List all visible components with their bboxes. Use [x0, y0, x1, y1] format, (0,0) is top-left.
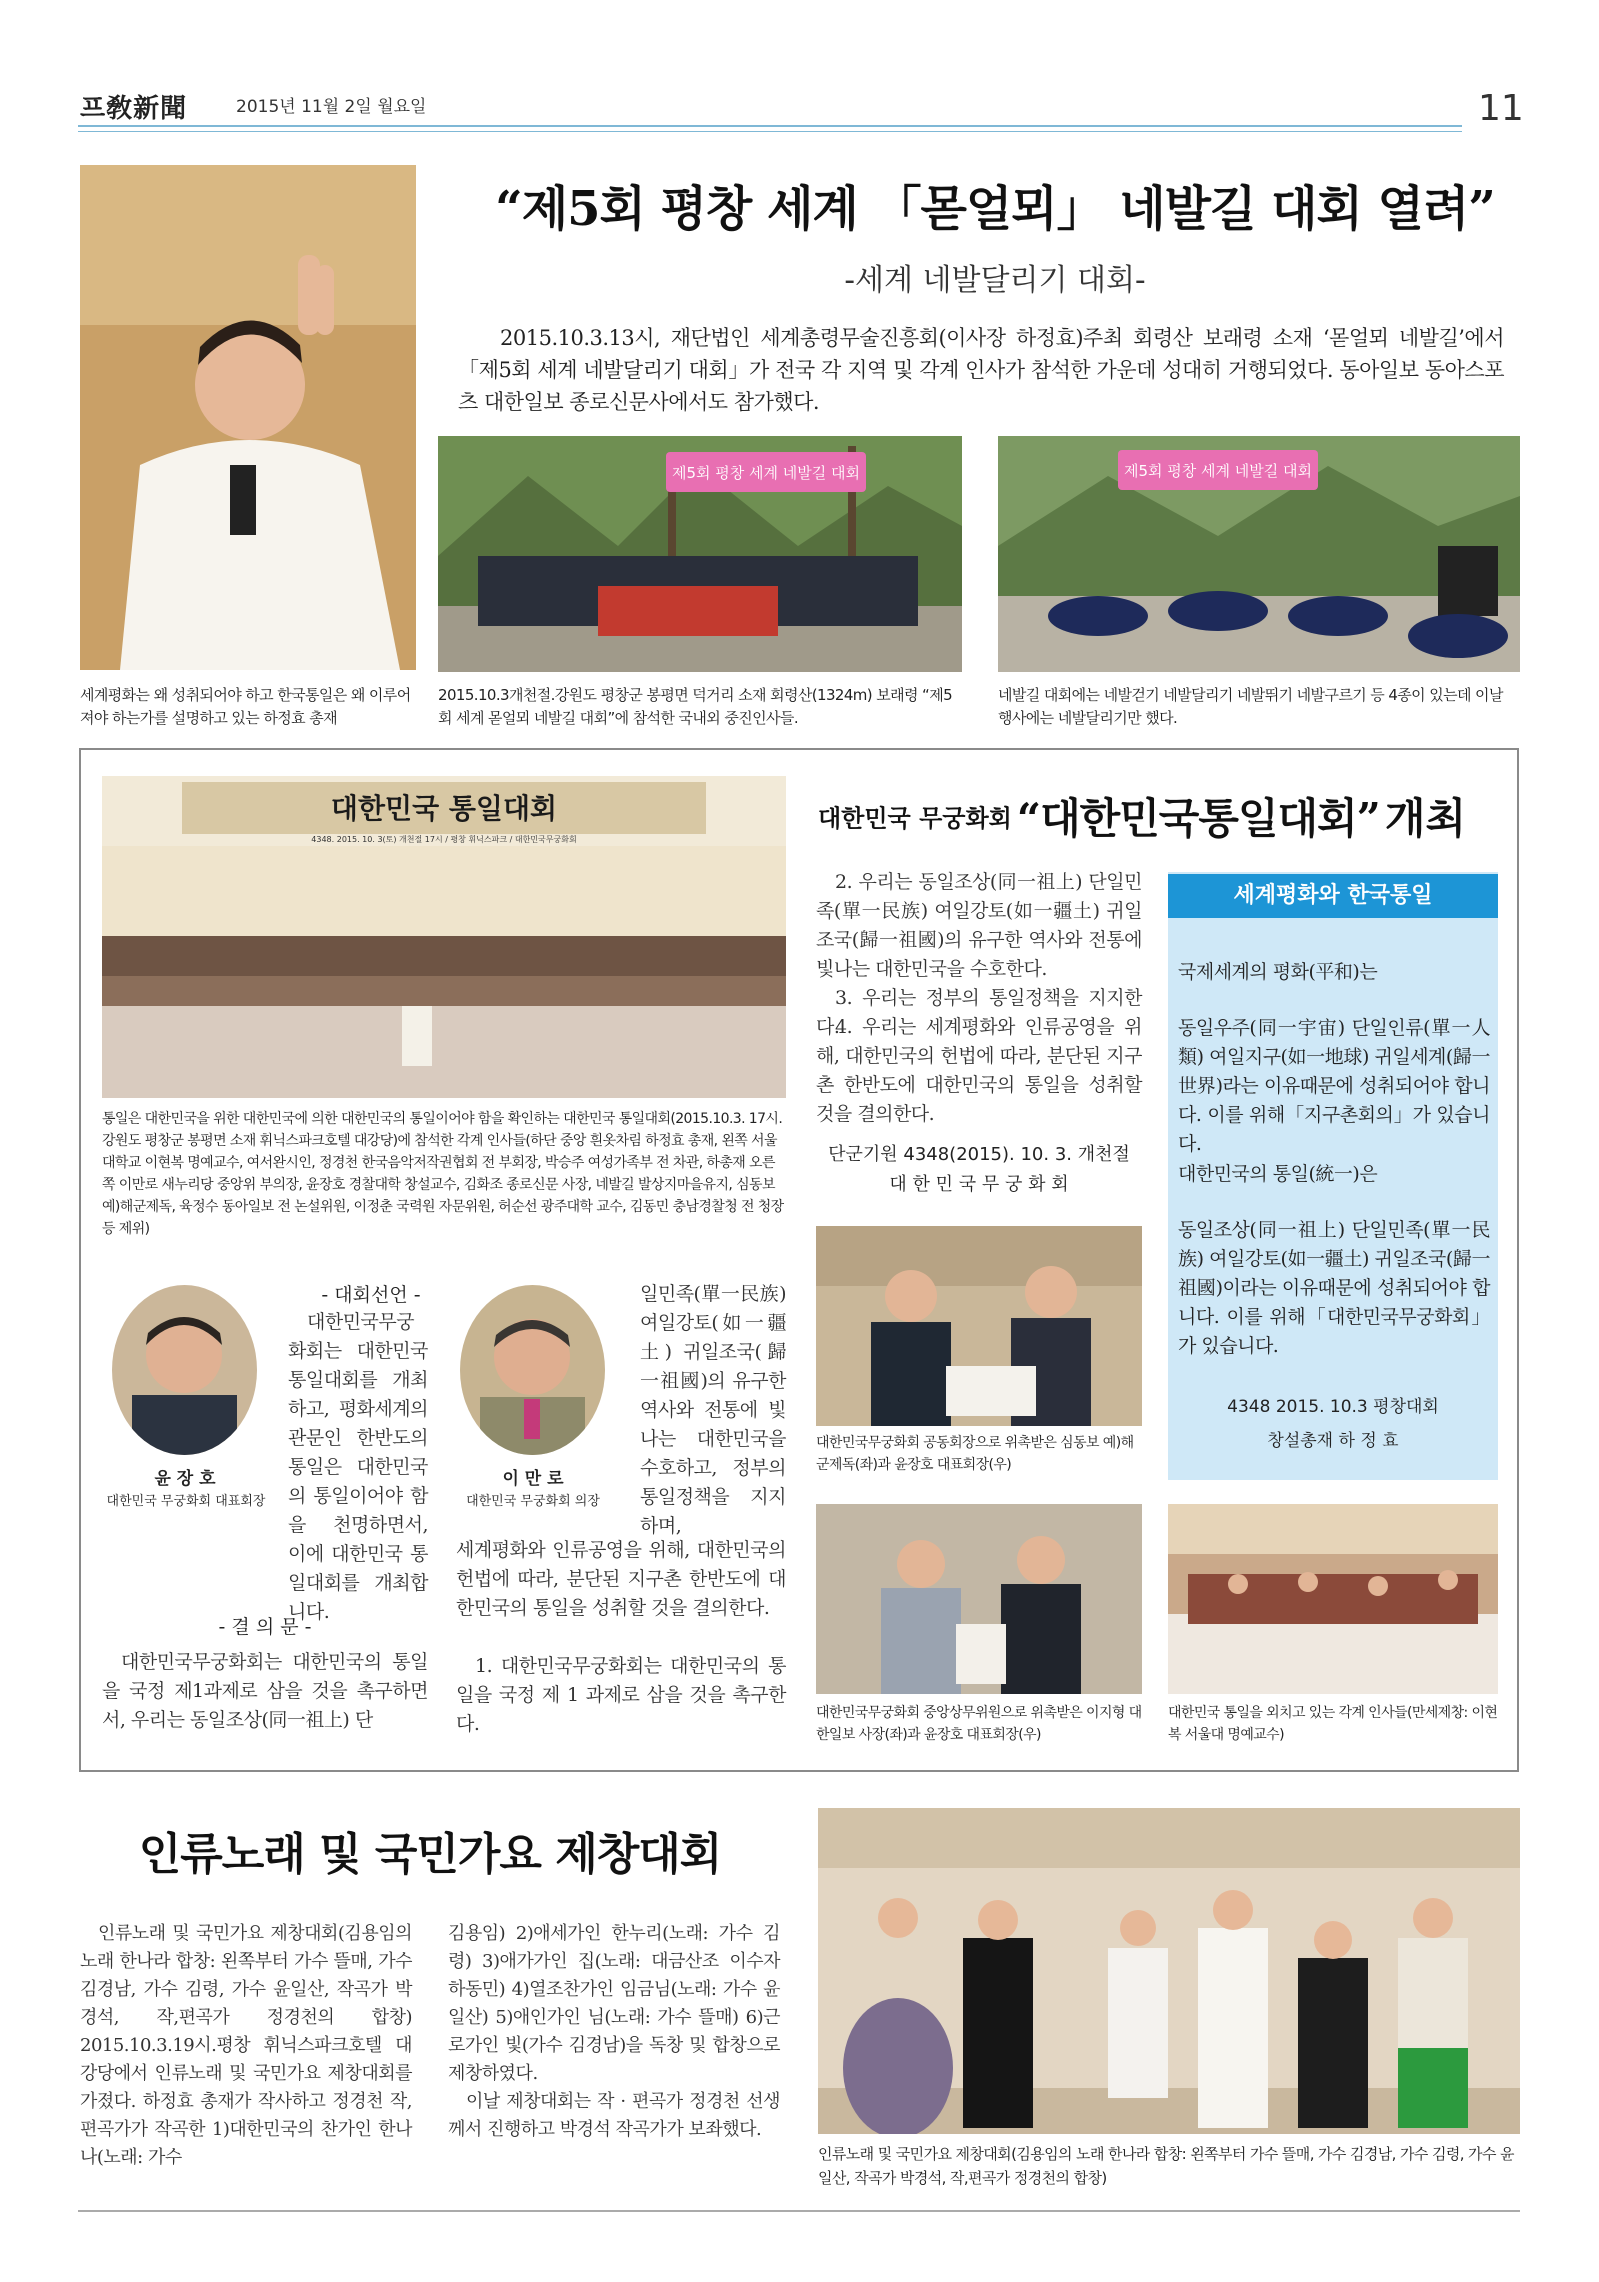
banner-title-rally: 대한민국 통일대회 [330, 792, 558, 825]
photo-unification-rally [102, 776, 786, 1098]
article1-subhead: -세계 네발달리기 대회- [844, 263, 1146, 298]
page-number: 11 [1478, 88, 1524, 129]
resolution-text: 대한민국무궁화회는 대한민국의 통일을 국정 제1과제로 삼을 것을 촉구하면서, 우리는 동일조상(同一祖上) 단 [102, 1651, 428, 1731]
article2-headline-main: “대한민국통일대회” [1016, 794, 1380, 843]
article2-col2-text-c: 1. 대한민국무궁화회는 대한민국의 통일을 국정 제 1 과제로 삼을 것을 촉구한다. [456, 1655, 786, 1735]
sidebar-date: 4348 2015. 10.3 평창대회 [1227, 1397, 1439, 1417]
caption-unification-rally: 통일은 대한민국을 위한 대한민국에 의한 대한민국의 통일이어야 함을 확인하는 대한민국 통일대회(2015.10.3. 17시. 강원도 평창군 봉평면 소재 휘닉스파크호텔 대강당)에 참석한 각계 인사들(하단 중앙 흰옷차림 하정효 총재, 왼쪽 서울대학교 이현복 명예교수, 여서완시인, 정경천 한국음악저작권협회 전 부회장, 박승주 여성가족부 전 차관, 하총재 오른쪽 이만로 새누리당 중앙위 부의장, 윤장호 경찰대학 창설교수, 김화조 종로신문 사장, 네발길 발상지마을유지, 심동보 예)해군제독, 육정수 동아일보 전 논설위원, 이정춘 국력원 자문위원, 허순선 광주대학 교수, 김동민 충남경찰청 전 청장 등 제위) [102, 1111, 784, 1237]
photo-four-leg-race [998, 436, 1520, 672]
article3-col2: 김용임) 2)애세가인 한누리(노래: 가수 김령) 3)애가가인 집(노래: 대금산조 이수자 하동민) 4)열조찬가인 임금님(노래: 가수 윤일산) 5)애인가인 님(노래: 가수 뜰매) 6)근로가인 빛(가수 김경남)을 독창 및 합창으로 제창하였다. [448, 1923, 780, 2084]
article2-headline-suffix: 개최 [1384, 794, 1467, 843]
caption-speaker-portrait: 세계평화는 왜 성취되어야 하고 한국통일은 왜 이루어져야 하는가를 설명하고 있는 하정효 총재 [80, 686, 411, 727]
article2-col3-date: 단군기원 4348(2015). 10. 3. 개천절 [828, 1144, 1130, 1165]
masthead-date: 2015년 11월 2일 월요일 [236, 97, 427, 117]
article2-col3-signature: 대 한 민 국 무 궁 화 회 [889, 1174, 1069, 1195]
photo-group-mountain [438, 436, 962, 672]
article1-headline: “제5회 평창 세계 「몯얼뫼」 네발길 대회 열려” [495, 181, 1495, 237]
caption-hurrah-cheer: 대한민국 통일을 외치고 있는 각계 인사들(만세제창: 이현복 서울대 명예교수) [1168, 1705, 1498, 1743]
article3-col1: 인류노래 및 국민가요 제창대회(김용임의 노래 한나라 합창: 왼쪽부터 가수 뜰매, 가수 김경남, 가수 김령, 가수 윤일산, 작곡가 박경석, 작,편곡가 정경천의 합창) 2015.10.3.19시.평창 휘닉스파크호텔 대강당에서 인류노래 및 국민가요 제창대회를 가졌다. 하정효 총재가 작사하고 정경천 작, 편곡가가 작곡한 1)대한민국의 찬가인 한나나(노래: 가수 [80, 1923, 412, 2168]
article3-col2-b: 이날 제창대회는 작 · 편곡가 정경천 선생께서 진행하고 박경석 작곡가가 보좌했다. [448, 2091, 780, 2140]
photo-appointment-b [816, 1504, 1142, 1694]
photo-choir-stage [818, 1808, 1520, 2134]
caption-appointment-a: 대한민국무궁화회 공동회장으로 위촉받은 심동보 예)해군제독(좌)과 윤장호 대표회장(우) [816, 1435, 1134, 1473]
article2-headline-prefix: 대한민국 무궁화회 [818, 804, 1012, 833]
article1-lead: 2015.10.3.13시, 재단법인 세계총령무술진흥회(이사장 하정효)주최 회령산 보래령 소재 ‘몯얼뫼 네발길’에서 「제5회 세계 네발달리기 대회」가 전국 각 지역 및 각계 인사가 참석한 가운데 성대히 거행되었다. 동아일보 동아스포츠 대한일보 종로신문사에서도 참가했다. [458, 326, 1504, 414]
sidebar-signature: 창설총재 하 정 효 [1267, 1431, 1399, 1451]
portrait2-name: 이 만 로 [502, 1469, 564, 1489]
photo-yoon-jangho [112, 1285, 257, 1455]
banner-text-group: 제5회 평창 세계 네발길 대회 [671, 464, 861, 482]
article2-col3-text: 2. 우리는 동일조상(同一祖上) 단일민족(單一民族) 여일강토(如一疆土) 귀일조국(歸一祖國)의 유구한 역사와 전통에 빛나는 대한민국을 수호한다. [816, 871, 1142, 980]
article2-col3-text-c: 4. 우리는 세계평화와 인류공영을 위해, 대한민국의 헌법에 따라, 분단된 지구촌 한반도에 대한민국의 통일을 성취할 것을 결의한다. [816, 1016, 1142, 1125]
article2-col2-text: 일민족(單一民族) 여일강토(如一疆土) 귀일조국(歸一祖國)의 유구한 역사와 전통에 빛나는 대한민국을 수호하고, 정부의 통일정책을 지지하며, [640, 1283, 786, 1537]
photo-hurrah-cheer [1168, 1504, 1498, 1694]
photo-speaker-portrait [80, 165, 416, 670]
caption-group-mountain: 2015.10.3개천절.강원도 평창군 봉평면 덕거리 소재 회령산(1324m) 보래령 “제5회 세계 몯얼뫼 네발길 대회”에 참석한 국내외 중진인사들. [438, 686, 953, 727]
declaration-text: 대한민국무궁화회는 대한민국통일대회를 개최하고, 평화세계의 관문인 한반도의 통일은 대한민국의 통일이어야 함을 천명하면서, 이에 대한민국 통일대회를 개최합니다. [288, 1311, 428, 1623]
sidebar-p3: 대한민국의 통일(統一)은 [1178, 1163, 1378, 1185]
caption-four-leg-race: 네발길 대회에는 네발걷기 네발달리기 네발뛰기 네발구르기 등 4종이 있는데 이날 행사에는 네발달리기만 했다. [998, 686, 1503, 727]
article2-col2-text-b: 세계평화와 인류공영을 위해, 대한민국의 헌법에 따라, 분단된 지구촌 한반도에 대한민국의 통일을 성취할 것을 결의한다. [456, 1539, 786, 1619]
masthead-rule-bottom [78, 131, 1462, 132]
caption-choir-stage: 인류노래 및 국민가요 제창대회(김용임의 노래 한나라 합창: 왼쪽부터 가수 뜰매, 가수 김경남, 가수 김령, 가수 윤일산, 작곡가 박경석, 작,편곡가 정경천의 합창) [818, 2145, 1514, 2187]
article2-headline [818, 786, 1518, 846]
sidebar-p4: 동일조상(同一祖上) 단일민족(單一民族) 여일강토(如一疆土) 귀일조국(歸一祖國)이라는 이유때문에 성취되어야 합니다. 이를 위해「대한민국무궁화회」가 있습니다. [1178, 1219, 1490, 1357]
photo-lee-manro [460, 1285, 605, 1455]
banner-text-race: 제5회 평창 세계 네발길 대회 [1123, 462, 1313, 480]
portrait1-title: 대한민국 무궁화회 대표회장 [106, 1494, 266, 1509]
declaration-heading: - 대회선언 - [321, 1284, 421, 1306]
masthead-rule-top [78, 125, 1462, 127]
masthead-logo: 프敎新聞 [80, 94, 188, 124]
sidebar-title: 세계평화와 한국통일 [1168, 874, 1498, 918]
article2-col3-text-b: 3. 우리는 정부의 통일정책을 지지한다. [816, 987, 1142, 1038]
sidebar-p1: 국제세계의 평화(平和)는 [1178, 961, 1378, 983]
footer-rule [78, 2210, 1520, 2212]
resolution-heading: - 결 의 문 - [218, 1616, 312, 1638]
portrait2-title: 대한민국 무궁화회 의장 [466, 1494, 600, 1509]
article3-headline: 인류노래 및 국민가요 제창대회 [138, 1829, 722, 1880]
sidebar-p2: 동일우주(同一宇宙) 단일인류(單一人類) 여일지구(如一地球) 귀일세계(歸一世界)라는 이유때문에 성취되어야 합니다. 이를 위해「지구촌회의」가 있습니다. [1178, 1017, 1490, 1155]
photo-appointment-a [816, 1226, 1142, 1426]
caption-appointment-b: 대한민국무궁화회 중앙상무위원으로 위촉받은 이지형 대한일보 사장(좌)과 윤장호 대표회장(우) [816, 1705, 1142, 1743]
portrait1-name: 윤 장 호 [154, 1469, 216, 1489]
banner-subtitle-rally: 4348. 2015. 10. 3(토) 개천절 17시 / 평창 휘닉스파크 / 대한민국무궁화회 [311, 835, 577, 844]
